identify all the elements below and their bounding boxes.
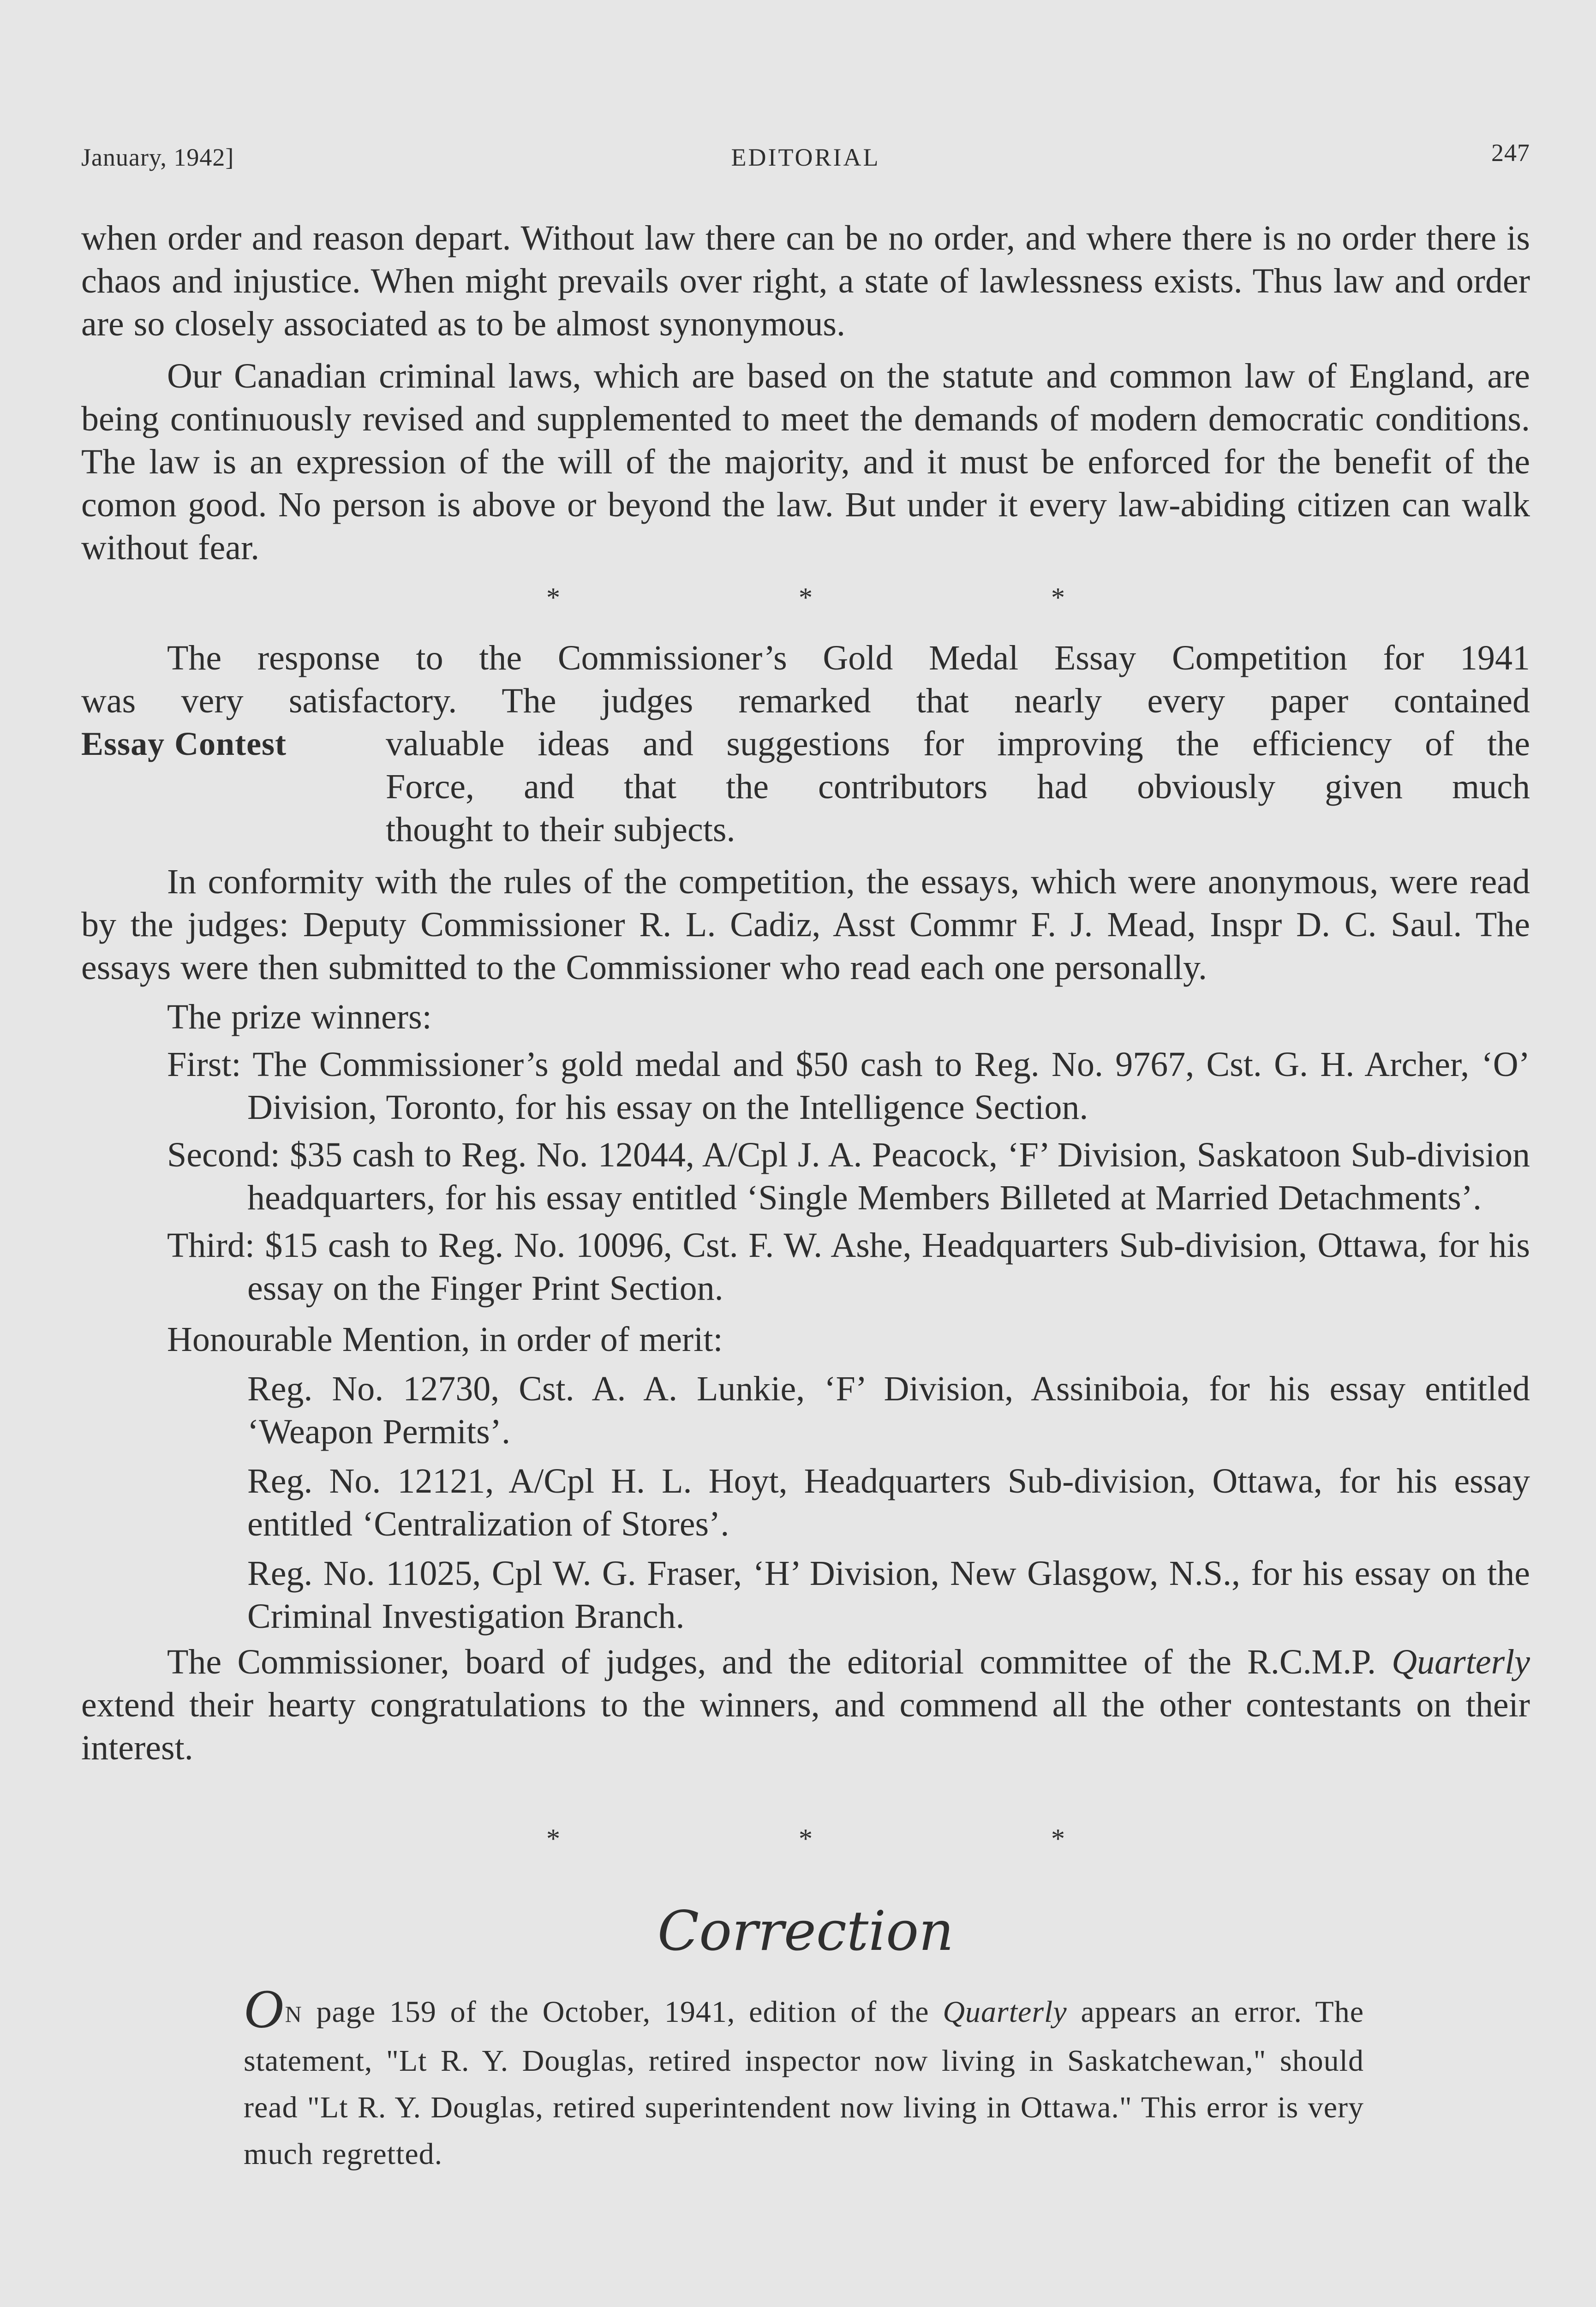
winner-first: First: The Commissioner’s gold medal and $50 cash to Reg. No. 9767, Cst. G. H. Archer, ‘O’ Division, Toronto, for his essay on the Intelligence Section. [167, 1045, 1530, 1127]
honourable-mention-item: Reg. No. 11025, Cpl W. G. Fraser, ‘H’ Division, New Glasgow, N.S., for his essay on the Criminal Investigation Branch. [247, 1554, 1530, 1636]
prize-winners-title: The prize winners: [167, 998, 432, 1036]
essay-intro-line-3: valuable ideas and suggestions for improving the efficiency of the [386, 724, 1530, 763]
correction-title: Correction [657, 1899, 954, 1963]
correction-dropcap: O [244, 1978, 284, 2039]
closing-text-start: The Commissioner, board of judges, and the editorial committee of the R.C.M.P. [167, 1643, 1376, 1681]
winner-third: Third: $15 cash to Reg. No. 10096, Cst. F. W. Ashe, Headquarters Sub-division, Ottawa, for his essay on the Finger Print Section. [167, 1226, 1530, 1308]
correction-text-end: appears an error. The statement, "Lt R. Y. Douglas, retired inspector now living in Saskatchewan," should read "Lt R. Y. Douglas, retired superintendent now living in Ottawa." This error is very much regretted. [244, 1995, 1364, 2171]
closing-paragraph [81, 1641, 1530, 1769]
honourable-mention-title: Honourable Mention, in order of merit: [167, 1320, 723, 1359]
honourable-mention-item: Reg. No. 12121, A/Cpl H. L. Hoyt, Headquarters Sub-division, Ottawa, for his essay entitled ‘Centralization of Stores’. [247, 1462, 1530, 1543]
essay-contest-section [81, 637, 1530, 851]
essay-intro-line-2: was very satisfactory. The judges remarked that nearly every paper contained [81, 681, 1530, 720]
honourable-mention-item: Reg. No. 12730, Cst. A. A. Lunkie, ‘F’ Division, Assiniboia, for his essay entitled ‘Weapon Permits’. [247, 1369, 1530, 1451]
winner-second: Second: $35 cash to Reg. No. 12044, A/Cpl J. A. Peacock, ‘F’ Division, Saskatoon Sub-division headquarters, for his essay entitled ‘Single Members Billeted at Married Detachments’. [167, 1136, 1530, 1217]
page-number: 247 [1491, 139, 1530, 167]
closing-text-end: extend their hearty congratulations to the winners, and commend all the other contestants on their interest. [81, 1685, 1530, 1767]
essay-intro-line-4: Force, and that the contributors had obviously given much [386, 767, 1530, 806]
header-section-title: EDITORIAL [731, 143, 880, 171]
running-head [81, 138, 1530, 180]
closing-publication-name: Quarterly [1392, 1643, 1530, 1681]
essay-rules-paragraph: In conformity with the rules of the competition, the essays, which were anonymous, were read by the judges: Deputy Commissioner R. L. Cadiz, Asst Commr F. J. Mead, Inspr D. C. Saul. The essays were then submitted to the Commissioner who read each one personally. [81, 862, 1530, 987]
correction-paragraph [244, 1978, 1364, 2177]
essay-intro-line-1: The response to the Commissioner’s Gold Medal Essay Competition for 1941 [167, 639, 1530, 677]
intro-paragraph-1: when order and reason depart. Without law there can be no order, and where there is no order there is chaos and injustice. When might prevails over right, a state of lawlessness exists. Thus law and order are so closely associated as to be almost synonymous. [81, 219, 1530, 343]
section-separator: * * * [546, 582, 1180, 613]
essay-contest-sidehead: Essay Contest [81, 725, 287, 762]
correction-publication-name: Quarterly [943, 1995, 1067, 2029]
correction-smallcap: N [285, 2001, 303, 2027]
header-date: January, 1942] [81, 143, 234, 171]
article-body [81, 217, 1530, 2177]
essay-intro-line-5: thought to their subjects. [386, 810, 735, 849]
intro-paragraph-2: Our Canadian criminal laws, which are based on the statute and common law of England, are being continuously revised and supplemented to meet the demands of modern democratic conditions. The law is an expression of the will of the majority, and it must be enforced for the benefit of the comon good. No person is above or beyond the law. But under it every law-abiding citizen can walk without fear. [81, 357, 1530, 567]
section-separator-2: * * * [546, 1823, 1180, 1854]
correction-text-start: page 159 of the October, 1941, edition of the [316, 1995, 929, 2029]
